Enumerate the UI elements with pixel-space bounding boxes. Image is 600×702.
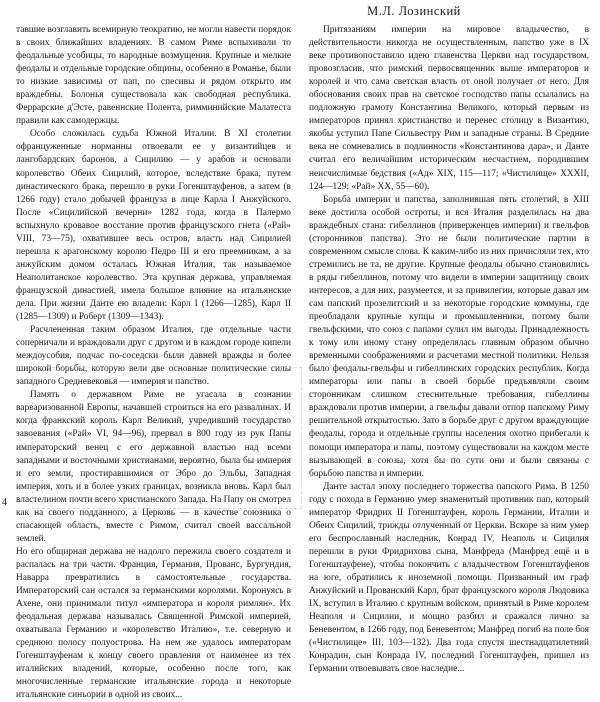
right-column <box>309 24 589 675</box>
paragraph: Борьба империи и папства, заполнившая пять столетий, в XIII веке достигла особой остроты, и вся Италия разделилась на два враждебных стана: гибеллинов (приверженцев империи) и гвельфов (сторонников папства). Это не были политические партии в современном смысле слова. К каким-либо из них причисляли тех, кто стремились не та, не другие. Крупные феодалы обычно становились в ряды гибеллинов, потому что видели в империи защитницу своих интересов, а для них, разумеется, и за привилегии, которые давал им сам папский прозелитский и за некоторые городские коммуны, где преобладали крупные купцы и промышленники, потому были гвельфскими, что союз с папами сулил им выгоды. Принадлежность к тому или иному стану определялась главным образом обычно временными соображениями и расчетами местной политики. Нельзя было феодалы-гвельфы и гибеллинских городских республик. Когда императоры или папы в своей борьбе предъявляли своим сторонникам слишком стеснительные требования, гибеллины враждовали против империи, а гвельфы давали отпор папскому Риму решительной открытостью. Зато в борьбе друг с другом враждующие феодалы, города и отдельные группы населения охотно прибегали к помощи императора и папы, поэтому существовали на каждом месте вызывающей в союзы, хотя бы по сути они и были связаны с борьбою папства и империи. <box>309 194 589 479</box>
paragraph: Притязаниям империи на мировое владычество, в действительности никогда не осуществленным, папство уже в IX веке противопоставило идею главенства Церкви над государством, провозгласив, что римский первосвященник выше императоров и королей и что сама светская власть от оной получает от него. Для обоснования своих прав на светское господство папы ссылались на подложную грамоту Константина Великого, который первым из императоров принял христианство и перенес столицу в Византию, якобы уступил Папе Сильвестру Рим и западные страны. В Средние века не сомневались в подлинности «Константинова дара», и Данте считал его величайшим историческим несчастием, породившим неисчислимые бедствия («Ад» XIX, 115—117; «Чистилище» XXXII, 124—129; «Рай» XX, 55—60). <box>309 25 589 192</box>
running-header <box>0 0 600 22</box>
paragraph: Но его общирная держава не надолго пережила своего создателя и распалась на три части. Франция, Германия, Прованс, Бургундия, Наварра превратились в самостоятельные государства. Императорский сан остался за германскими королями. Коронуясь в Ахене, они принимали титул «императора и короля римлян». Их феодальная держава называлась Священной Римской империей, охватывала Германию и «королевство Италию», т.е. северную и среднюю полосу полуострова. На нем же удалось императорам Гогенштауфенам к концу своего правления от наименее из тех италийских владений, которые, особенно после того, как многочисленные германские итальянские города и некоторые итальянские синьории в одной из своих... <box>16 546 291 701</box>
page-number: 4 <box>2 497 7 508</box>
paragraph: тавшие возглавить всемирную теократию, не могли навести порядок в своих ближайших владениях. В самом Риме вспыхивали то феодальные усобицы, то народные возмущения. Крупные и мелкие феодалы и отдельные городские общины, особенно в Романье, были то низкие зависимы от пап, по спесивы и рядом открыто им враждебны. Болонья существовала как свободная республика. Феррарские д'Эсте, равеннские Полента, римминийские Малатеста правили как самодержцы. <box>16 25 291 127</box>
paragraph: Расчлененная таким образом Италия, где отдельные части соперничали и враждовали друг с другом и в каждом городе кипели междоусобия, подчас по-соседски были давней вражды и более широкой борьбы, которую вели две основные политические силы западного Средневековья — империя и папство. <box>16 325 291 388</box>
running-title: М.Л. Лозинский <box>367 4 461 18</box>
paragraph: Особо сложилась судьба Южной Италии. В XI столетии офранцуженные норманны отвоевали ее у византийцев и лангобардских баронов, а Сицилию — у арабов и основали королевство Обеих Сицилий, которое, вследствие брака, путем династического брака, перешло в руки Гогенштауфенов, а затем (в 1266 году) стало добычей француза в лице Карла I Анжуйского. После «Сицилийской вечерни» 1282 года, когда в Палермо вспыхнуло кровавое восстание против французского гнета («Рай» VIII, 73—75), охватившее весь остров, власть над Сицилией перешла к арагонскому королю Педро III и его преемникам, а за анжуйским домом осталась Южная Италия, так называемое Неаполитанское королевство. Эта крупная держава, управляемая французской династией, имела большое влияние на итальянские дела. При жизни Данте ею владели: Карл I (1266—1285), Карл II (1285—1309) и Роберт (1309—1343). <box>16 129 291 323</box>
left-column <box>16 24 291 701</box>
paragraph: Память о державном Риме не угасала в сознании варваризованной Европы, начавшей строиться на его развалинах. И когда франкский король Карл Великий, учредивший государство завоевания («Рай» VI, 94—96), прервал в 800 году из рук Папы императорский венец с его державной властью над всеми западными и восточными христианами, вероятно, была бы империя и его земли, простиравшимися от Эбро до Эльбы, Западная империя, хоть и в более узких границах, возникла вновь. Карл был властелином почти всего христианского Запада. На Папу он смотрел как на своего подданного, а Церковь — в качестве союзника о спасающей область, вместе с Римом, считал своей вассальной землей. <box>16 390 291 544</box>
paragraph: Данте застал эпоху последнего торжества папского Рима. В 1250 году с похода в Германию умер знаменитый противник пап, который император Фридрих II Гогенштауфен, король Германии, Италии и Обеих Сицилий, трижды отлученный от Церкви. Вскоре за ним умер его беспрославный наследник, Конрад IV, Неаполь и Сицилия перешли в руки Фридрихова сына, Манфреда (Манфред ещё и в Гогенштауфене), чтобы покончить с владычеством Гогенштауфенов на юге, обратились к иноземной помощи. Призванный им граф Анжуйский и Прованский Карл, брат французского короля Людовика IX, вступил в Италию с крупным войском, принятый в Риме королем Неаполя и Сицилии, и мощно разбил и сражался лично за Беневентом, в 1266 году, под Беневентом; Манфред погиб на поле боя («Чистилище» III, 103—132). Два года спустя шестнадцатилетний Конрадин, сын Конрада IV, последний Гогенштауфен, пришел из Германии отвоевывать свое наследие... <box>309 481 589 675</box>
